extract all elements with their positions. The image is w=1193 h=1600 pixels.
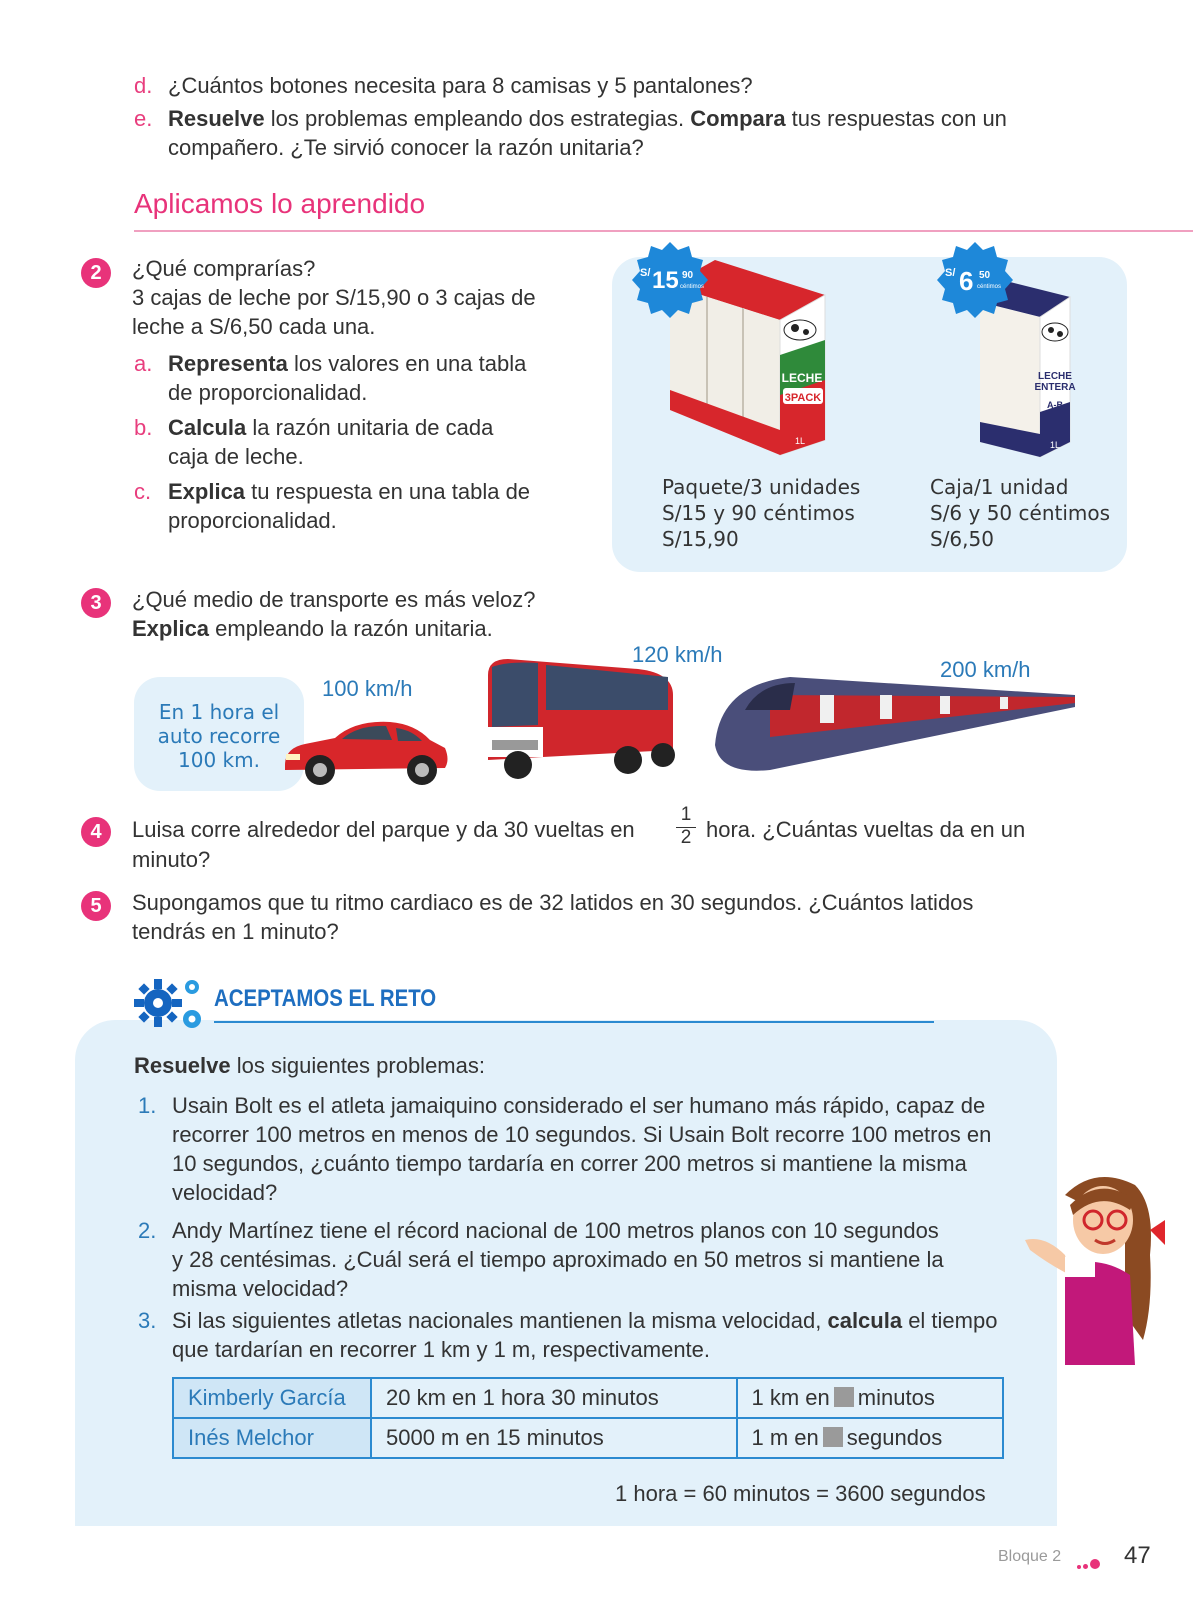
pack-label-1: LECHE: [781, 371, 823, 385]
intro-item-e: e. Resuelve los problemas empleando dos estrategias. Compara tus respuestas con un compañero. ¿Te sirvió conocer la razón unitaria?: [134, 106, 1007, 160]
pack-label-2: 3PACK: [784, 392, 822, 404]
single-badge-dec: 50: [979, 270, 991, 281]
car-speed: 100 km/h: [322, 676, 413, 701]
problem-number-3: 3: [81, 588, 111, 618]
time-conversion-note: 1 hora = 60 minutos = 3600 segundos: [615, 1481, 986, 1506]
single-label-3: A-B: [1047, 400, 1063, 410]
single-badge-int: 6: [959, 266, 974, 296]
footer-block-label: Bloque 2: [998, 1548, 1062, 1565]
challenge-intro: Resuelve los siguientes problemas:: [134, 1053, 485, 1078]
athlete-name: Kimberly García: [173, 1378, 371, 1418]
single-label-2: ENTERA: [1034, 382, 1076, 393]
train-speed: 200 km/h: [940, 657, 1031, 682]
problem-number-5: 5: [81, 891, 111, 921]
answer-blank[interactable]: [823, 1427, 843, 1447]
pack-badge-int: 15: [652, 267, 679, 294]
single-badge-currency: S/: [945, 267, 956, 279]
challenge-item-3: 3. Si las siguientes atletas nacionales mantienen la misma velocidad, calcula el tiempo que tardarían en recorrer 1 km y 1 m, respectivamente.: [138, 1308, 998, 1362]
pack-badge-currency: S/: [640, 267, 651, 279]
single-price-badge: [935, 240, 1015, 320]
table-row: [173, 1418, 1003, 1458]
pack-badge-dec: 90: [682, 270, 694, 281]
gears-icon: [134, 975, 214, 1037]
problem2-item-b: b. Calcula la razón unitaria de cada caja de leche.: [134, 415, 494, 469]
car-bubble-text: En 1 hora el auto recorre 100 km.: [157, 700, 281, 772]
problem4-line2: minuto?: [132, 847, 211, 872]
single-caption: Caja/1 unidad S/6 y 50 céntimos S/6,50: [930, 475, 1111, 551]
athlete-distance: 5000 m en 15 minutos: [371, 1418, 737, 1458]
table-row: [173, 1378, 1003, 1418]
car-image: [280, 710, 450, 790]
section-title: Aplicamos lo aprendido: [134, 188, 426, 219]
challenge-item-2: 2. Andy Martínez tiene el récord nacional de 100 metros planos con 10 segundos y 28 centésimas. ¿Cuál será el tiempo aproximado en 50 metros si mantiene la misma velocidad?: [138, 1218, 944, 1301]
train-image: [710, 665, 1080, 780]
problem2-item-c: c. Explica tu respuesta en una tabla de proporcionalidad.: [134, 479, 531, 533]
problem2-question: ¿Qué comprarías? 3 cajas de leche por S/15,90 o 3 cajas de leche a S/6,50 cada una.: [132, 256, 536, 339]
problem5-text: Supongamos que tu ritmo cardiaco es de 32 latidos en 30 segundos. ¿Cuántos latidos tendrás en 1 minuto?: [132, 890, 974, 944]
problem3-question: ¿Qué medio de transporte es más veloz? Explica empleando la razón unitaria.: [132, 587, 536, 641]
athlete-distance: 20 km en 1 hora 30 minutos: [371, 1378, 737, 1418]
pack-badge-unit: céntimos: [680, 284, 705, 290]
challenge-title: ACEPTAMOS EL RETO: [214, 985, 437, 1012]
athlete-question: 1 km en minutos: [737, 1378, 1003, 1418]
pack-caption: Paquete/3 unidades S/15 y 90 céntimos S/15,90: [662, 475, 861, 551]
athlete-question: 1 m en segundos: [737, 1418, 1003, 1458]
girl-illustration: [1025, 1165, 1193, 1365]
challenge-title-underline: [214, 1021, 934, 1023]
footer-dots-icon: [1077, 1556, 1100, 1574]
athletes-table: [172, 1377, 1004, 1459]
problem2-item-a: a. Representa los valores en una tabla de proporcionalidad.: [134, 351, 527, 405]
problem-number-2: 2: [81, 258, 111, 288]
page-number: 47: [1124, 1542, 1151, 1569]
athlete-name: Inés Melchor: [173, 1418, 371, 1458]
single-volume: 1L: [1049, 440, 1061, 450]
pack-volume: 1L: [794, 436, 806, 446]
challenge-item-1: 1. Usain Bolt es el atleta jamaiquino considerado el ser humano más rápido, capaz de recorrer 100 metros en menos de 10 segundos. Si Usain Bolt recorre 100 metros en 10 segundos, ¿cuánto tiempo tardaría en correr 200 metros si mantiene la misma velocidad?: [138, 1093, 992, 1205]
section-divider: [134, 230, 1193, 232]
problem4-line1: Luisa corre alrededor del parque y da 30 vueltas en: [132, 817, 635, 842]
pack-price-badge: [630, 240, 710, 320]
bus-speed: 120 km/h: [632, 642, 723, 667]
bus-image: [478, 655, 678, 785]
problem4-fraction: 1 2: [676, 805, 696, 848]
problem-number-4: 4: [81, 817, 111, 847]
single-badge-unit: céntimos: [977, 284, 1002, 290]
single-label-1: LECHE: [1038, 371, 1072, 382]
answer-blank[interactable]: [834, 1387, 854, 1407]
problem4-line1-end: hora. ¿Cuántas vueltas da en un: [706, 817, 1026, 842]
